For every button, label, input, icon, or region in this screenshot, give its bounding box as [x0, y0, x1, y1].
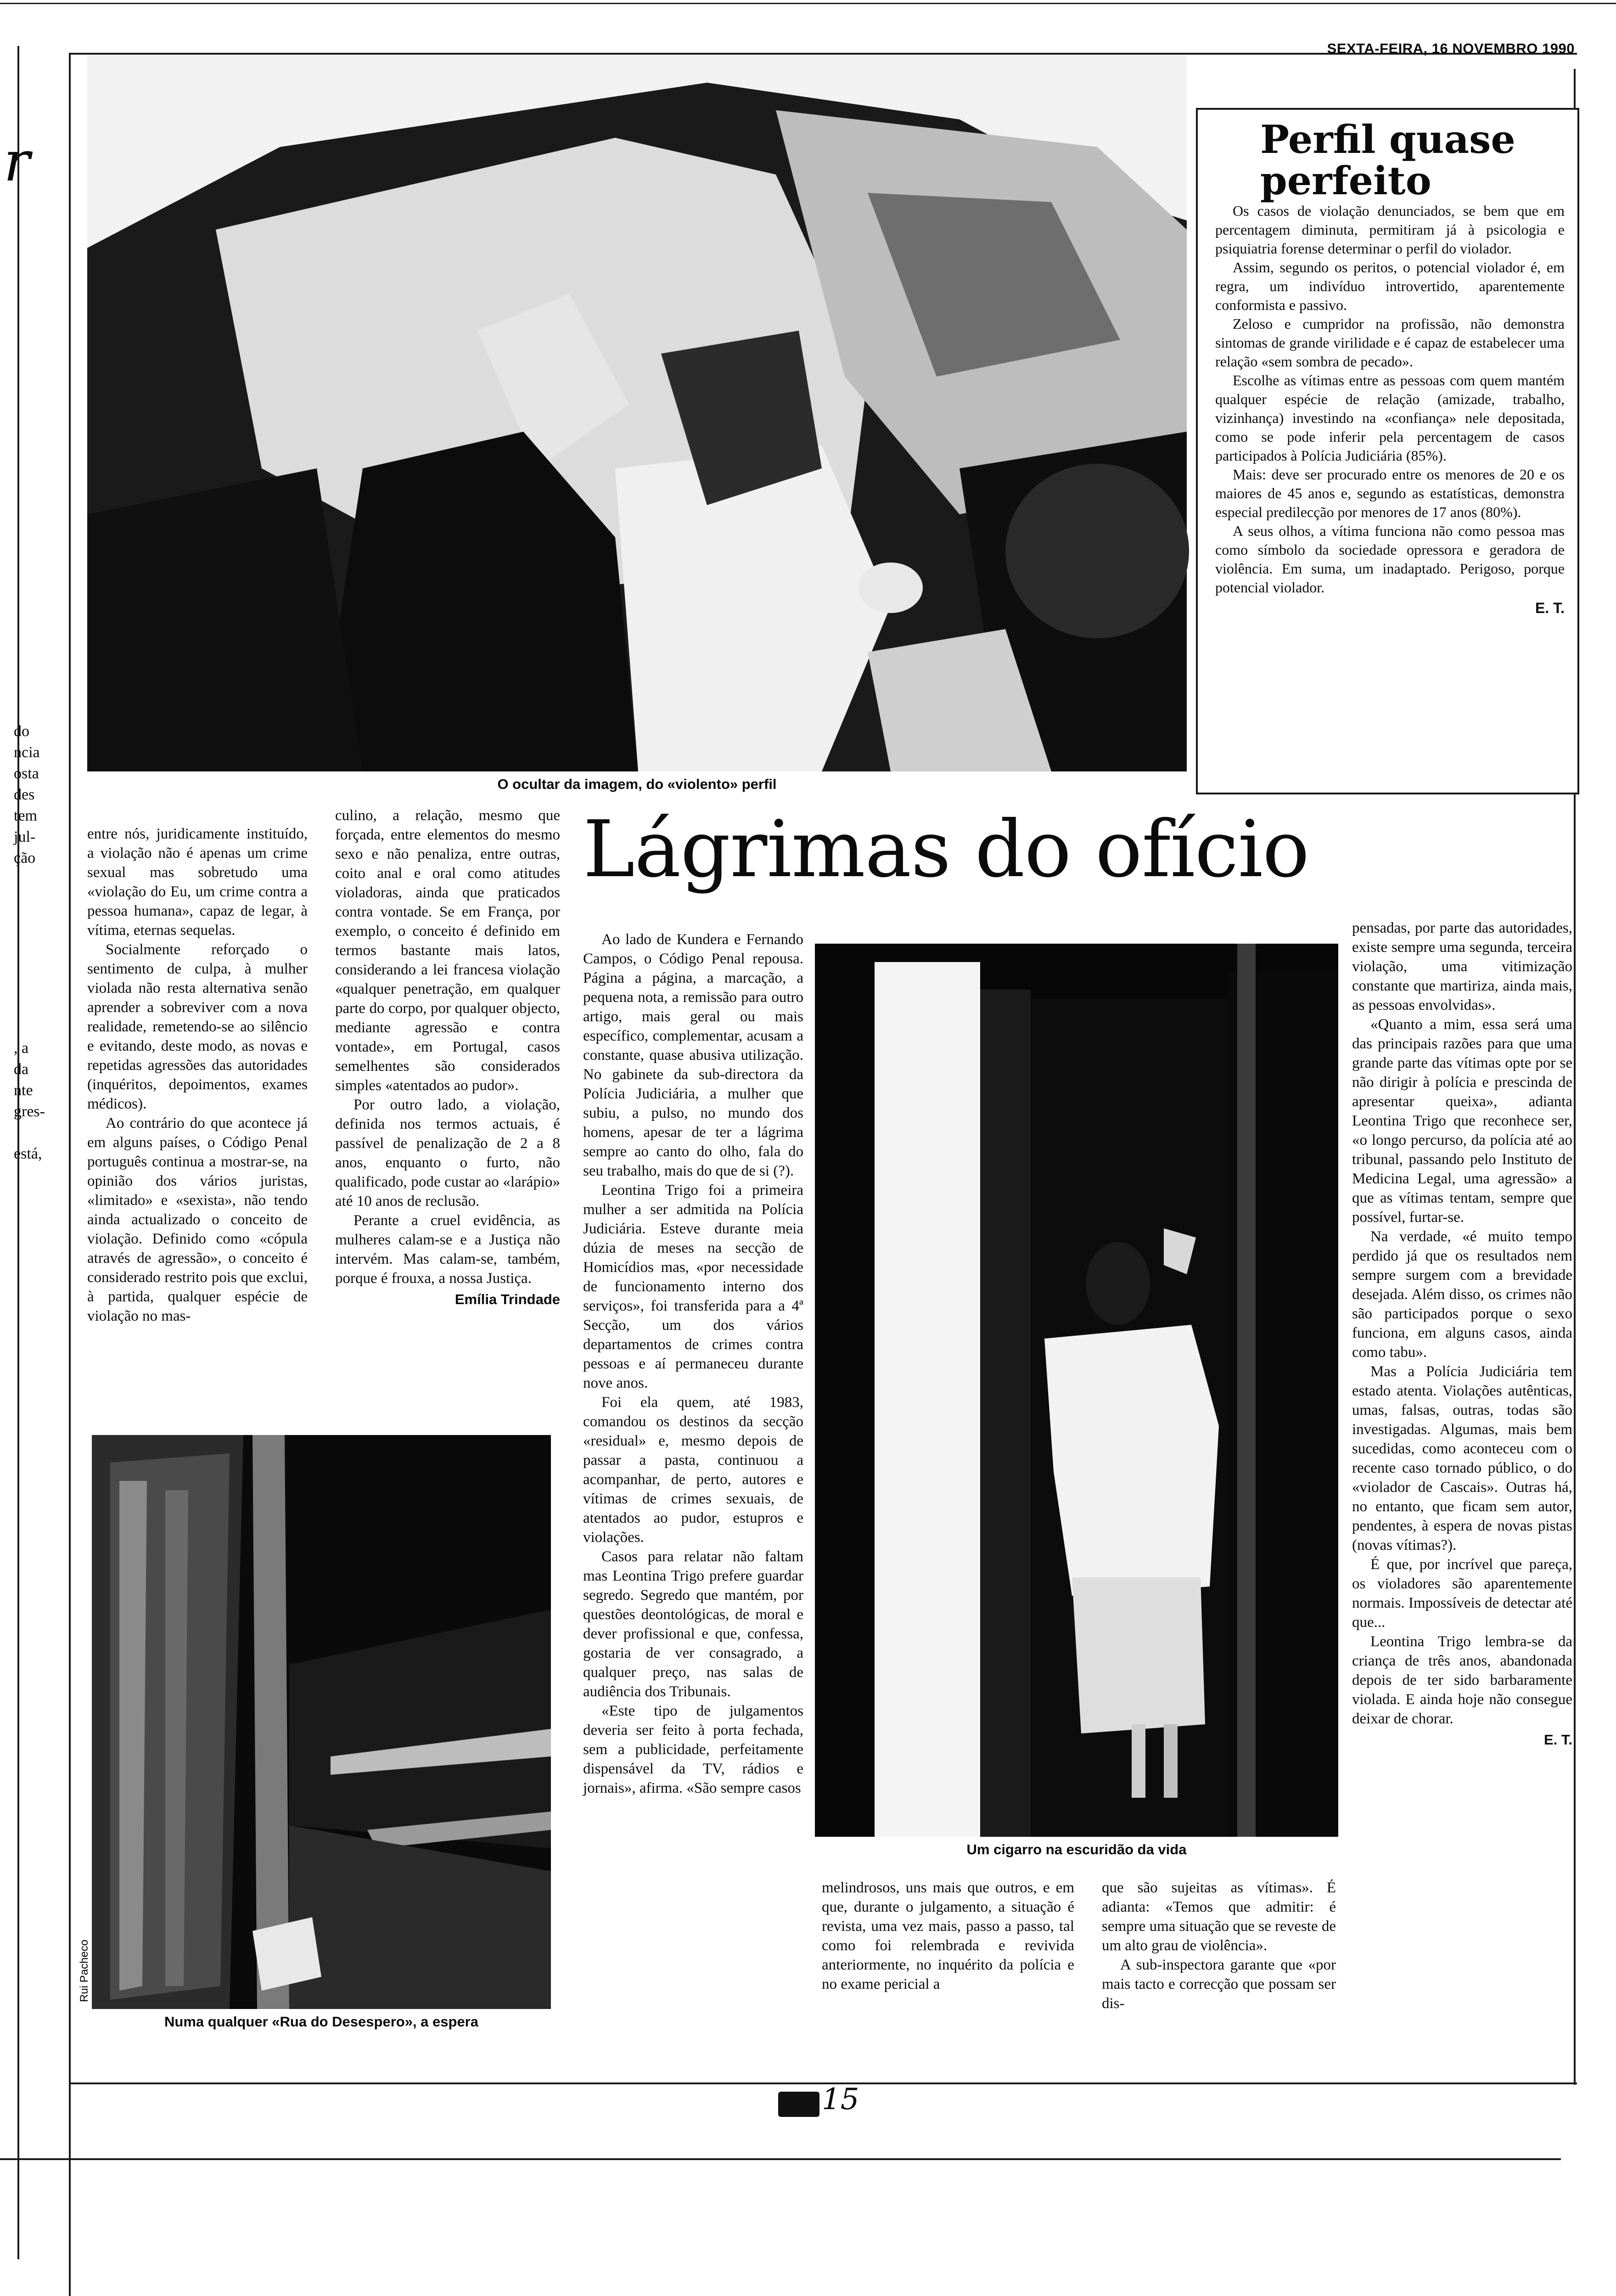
left-article-signature: Emília Trindade	[454, 1291, 560, 1307]
main-article-column-3	[1102, 1878, 1336, 2013]
main-article-paragraph: Casos para relatar não faltam mas Leontina Trigo prefere guardar segredo. Segredo que mantém, por questões deontológicas, de moral e dever profissional e que, confessa, gostaria de ver consagrado, a qualquer preço, nas salas de audiência dos Tribunais.	[583, 1548, 803, 1700]
photo-press-crowd-icon	[87, 55, 1187, 771]
main-article-paragraph: «Este tipo de julgamentos deveria ser feito à porta fechada, sem a publicidade, perfeitamente dispensável da TV, rádios e jornais», afirma. «São sempre casos	[583, 1703, 803, 1796]
main-article-column-2	[822, 1878, 1074, 1994]
margin-fragment	[14, 911, 55, 932]
main-article-paragraph: Mas a Polícia Judiciária tem estado atenta. Violações autênticas, umas, falsas, outras, todas são investigadas. Algumas, mais bem sucedidas, como aconteceu com o recente caso tornado público, o do «violador de Cascais». Outras há, no entanto, que ficam sem autor, pendentes, à espera de novas pistas (novas vítimas?).	[1352, 1363, 1572, 1553]
top-photo-caption: O ocultar da imagem, do «violento» perfil	[497, 776, 777, 792]
sidebar-paragraph: Os casos de violação denunciados, se bem que em percentagem diminuta, permitiram já à psicologia e psiquiatria forense determinar o perfil do violador.	[1215, 203, 1565, 257]
sidebar-box	[1196, 108, 1579, 794]
sidebar-body	[1215, 202, 1565, 597]
main-article-paragraph: Foi ela quem, até 1983, comandou os destinos da secção «residual» e, mesmo depois de passar a pasta, continuou a acompanhar, de perto, autores e vítimas de crimes sexuais, de atentados ao pudor, estupros e violações.	[583, 1394, 803, 1546]
margin-fragment	[14, 1017, 55, 1038]
sidebar-paragraph: Mais: deve ser procurado entre os menores de 20 e os maiores de 45 anos e, segundo as estatísticas, demonstra especial predilecção por menores de 17 anos (80%).	[1215, 466, 1565, 520]
bottom-left-photo	[92, 1435, 551, 2009]
main-article-paragraph: «Quanto a mim, essa será uma das principais razões para que uma grande parte das vítimas opte por se não dirigir à polícia e prescinda de apresentar queixa», adianta Leontina Trigo que reconhece ser, «o longo percurso, da polícia até ao tribunal, passando pelo Instituto de Medicina Legal, uma agressão» a que as vítimas tentam, sempre que possível, furtar-se.	[1352, 1016, 1572, 1226]
photo-credit: Rui Pacheco	[78, 1939, 90, 2002]
margin-fragment	[14, 974, 55, 996]
left-article-column-1	[87, 824, 308, 1326]
margin-fragment	[14, 996, 55, 1017]
sidebar-signature: E. T.	[1535, 600, 1565, 616]
margin-fragment	[14, 869, 55, 890]
frame-left-rule	[69, 53, 71, 2296]
margin-fragment	[14, 953, 55, 974]
main-article-column-4	[1352, 918, 1572, 1750]
left-article-paragraph: Perante a cruel evidência, as mulheres calam-se e a Justiça não intervém. Mas calam-se, também, porque é frouxa, a nossa Justiça.	[335, 1212, 560, 1287]
sidebar-paragraph: Assim, segundo os peritos, o potencial violador é, em regra, um indivíduo introvertido, aparentemente conformista e passivo.	[1215, 259, 1565, 313]
margin-fragment: jul-	[14, 828, 36, 845]
sidebar-title-line1: Perfil quase	[1260, 117, 1515, 162]
main-article-paragraph: A sub-inspectora garante que «por mais tacto e correcção que possam ser dis-	[1102, 1957, 1336, 2012]
middle-photo-caption: Um cigarro na escuridão da vida	[966, 1841, 1187, 1857]
middle-photo	[815, 944, 1338, 1837]
margin-fragment: ção	[14, 850, 36, 867]
main-article-paragraph: pensadas, por parte das autoridades, existe sempre uma segunda, terceira violação, uma vitimização constante que martiriza, ainda mais, as pessoas envolvidas».	[1352, 920, 1572, 1013]
margin-fragment: nte	[14, 1082, 33, 1099]
main-article-paragraph: que são sujeitas as vítimas». É adianta: «Temos que admitir: é sempre uma situação que se reveste de um alto grau de violência».	[1102, 1880, 1336, 1954]
left-article-column-2	[335, 806, 560, 1309]
margin-fragment: tem	[14, 807, 37, 824]
top-rule	[0, 3, 1616, 4]
dateline: SEXTA-FEIRA, 16 NOVEMBRO 1990	[1327, 40, 1575, 56]
margin-fragment: osta	[14, 765, 39, 782]
margin-fragment: , a	[14, 1040, 29, 1057]
main-article-paragraph: Leontina Trigo lembra-se da criança de três anos, abandonada depois de ter sido barbaramente violada. E ainda hoje não consegue deixar de chorar.	[1352, 1633, 1572, 1727]
publication-logo	[778, 2092, 819, 2117]
photo-dark-street-icon	[92, 1435, 551, 2009]
left-article-paragraph: culino, a relação, mesmo que forçada, entre elementos do mesmo sexo e não penaliza, entre outras, coito anal e oral como atitudes violadoras, ainda que praticados contra vontade. Se em França, por exemplo, o conceito é definido em termos bastante mais latos, considerando a lei francesa violação «qualquer penetração, em qualquer parte do corpo, por qualquer objecto, mediante agressão e contra vontade», em Portugal, casos semelhentes são considerados simples «atentados ao pudor».	[335, 807, 560, 1094]
main-article-paragraph: melindrosos, uns mais que outros, e em que, durante o julgamento, a situação é revista, uma vez mais, passo a passo, tal como foi relembrada e revivida anteriormente, no inquérito da polícia e no exame pericial a	[822, 1880, 1074, 1992]
left-margin-fragments	[14, 721, 55, 1165]
margin-fragment: está,	[14, 1145, 42, 1162]
sidebar-paragraph: Escolhe as vítimas entre as pessoas com quem mantém qualquer espécie de relação (amizade, trabalho, vizinhança) investindo na «confiança» nele depositada, como se pode inferir pela percentagem de casos participados à Polícia Judiciária (85%).	[1215, 372, 1565, 464]
main-article-signature: E. T.	[1543, 1732, 1572, 1748]
sidebar-paragraph: Zeloso e cumpridor na profissão, não demonstra sintomas de grande virilidade e é capaz de estabelecer uma relação «sem sombra de pecado».	[1215, 315, 1565, 370]
main-article-column-1	[583, 930, 803, 1798]
sidebar-title-line2: perfeito	[1260, 158, 1431, 203]
margin-fragment	[14, 932, 55, 953]
page-number: 15	[822, 2082, 859, 2116]
sidebar-paragraph: A seus olhos, a vítima funciona não como pessoa mas como símbolo da sociedade opressora e geradora de violência. Em suma, um inadaptado. Perigoso, porque potencial violador.	[1215, 523, 1565, 596]
headline: Lágrimas do ofício	[583, 804, 1309, 895]
photo-woman-doorway-icon	[815, 944, 1338, 1837]
bottom-left-photo-caption: Numa qualquer «Rua do Desespero», a espera	[164, 2014, 478, 2030]
main-article-paragraph: Ao lado de Kundera e Fernando Campos, o Código Penal repousa. Página a página, a marcação, a pequena nota, a remissão para outro artigo, mais geral ou mais específico, complementar, acusam a constante, quase abusiva utilização. No gabinete da sub-directora da Polícia Judiciária, a mulher que subiu, a pulso, no mundo dos homens, apesar de ter a lágrima sempre ao canto do olho, fala do seu trabalho, mais do que de si (?).	[583, 931, 803, 1179]
left-article-paragraph: Ao contrário do que acontece já em alguns países, o Código Penal português continua a mostrar-se, na opinião dos vários juristas, «limitado» e «sexista», não tendo ainda actualizado o conceito de violação. Definido como «cópula através de agressão», o conceito é considerado restrito pois que exclui, à partida, qualquer espécie de violação no mas-	[87, 1115, 308, 1324]
margin-fragment: gres-	[14, 1103, 45, 1120]
main-article-paragraph: Na verdade, «é muito tempo perdido já que os resultados nem sempre surgem com a brevidade desejada. Além disso, os crimes não são participados porque o sexo funciona, em alguns casos, ainda como tabu».	[1352, 1228, 1572, 1361]
main-article-paragraph: Leontina Trigo foi a primeira mulher a ser admitida na Polícia Judiciária. Esteve durante meia dúzia de meses na secção de Homicídios mas, «por necessidade de funcionamento interno dos serviços», foi transferida para a 4ª Secção, um dos vários departamentos de crimes contra pessoas e aí permaneceu durante nove anos.	[583, 1182, 803, 1391]
left-article-paragraph: Socialmente reforçado o sentimento de culpa, à mulher violada não resta alternativa senão aprender a sobreviver com a nova realidade, remetendo-se ao silêncio e evitando, deste modo, as novas e repetidas agressões das autoridades (inquéritos, depoimentos, exames médicos).	[87, 941, 308, 1112]
margin-fragment	[14, 1122, 55, 1143]
margin-fragment: do	[14, 723, 29, 740]
margin-fragment: ncia	[14, 744, 40, 761]
margin-fragment: da	[14, 1061, 29, 1078]
margin-fragment: des	[14, 786, 35, 803]
margin-fragment	[14, 890, 55, 911]
page-bottom-rule	[0, 2158, 1561, 2160]
margin-fragment-r: r	[4, 130, 30, 194]
top-photo	[87, 55, 1187, 771]
left-article-paragraph: Por outro lado, a violação, definida nos termos actuais, é passível de penalização de 2 a 8 anos, enquanto o furto, não qualificado, pode custar ao «larápio» até 10 anos de reclusão.	[335, 1097, 560, 1210]
left-article-paragraph: entre nós, juridicamente instituído, a violação não é apenas um crime sexual mas sobretudo uma «violação do Eu, um crime contra a pessoa humana», capaz de legar, à vítima, eternas sequelas.	[87, 826, 308, 939]
main-article-paragraph: É que, por incrível que pareça, os violadores são aparentemente normais. Impossíveis de detectar até que...	[1352, 1556, 1572, 1631]
